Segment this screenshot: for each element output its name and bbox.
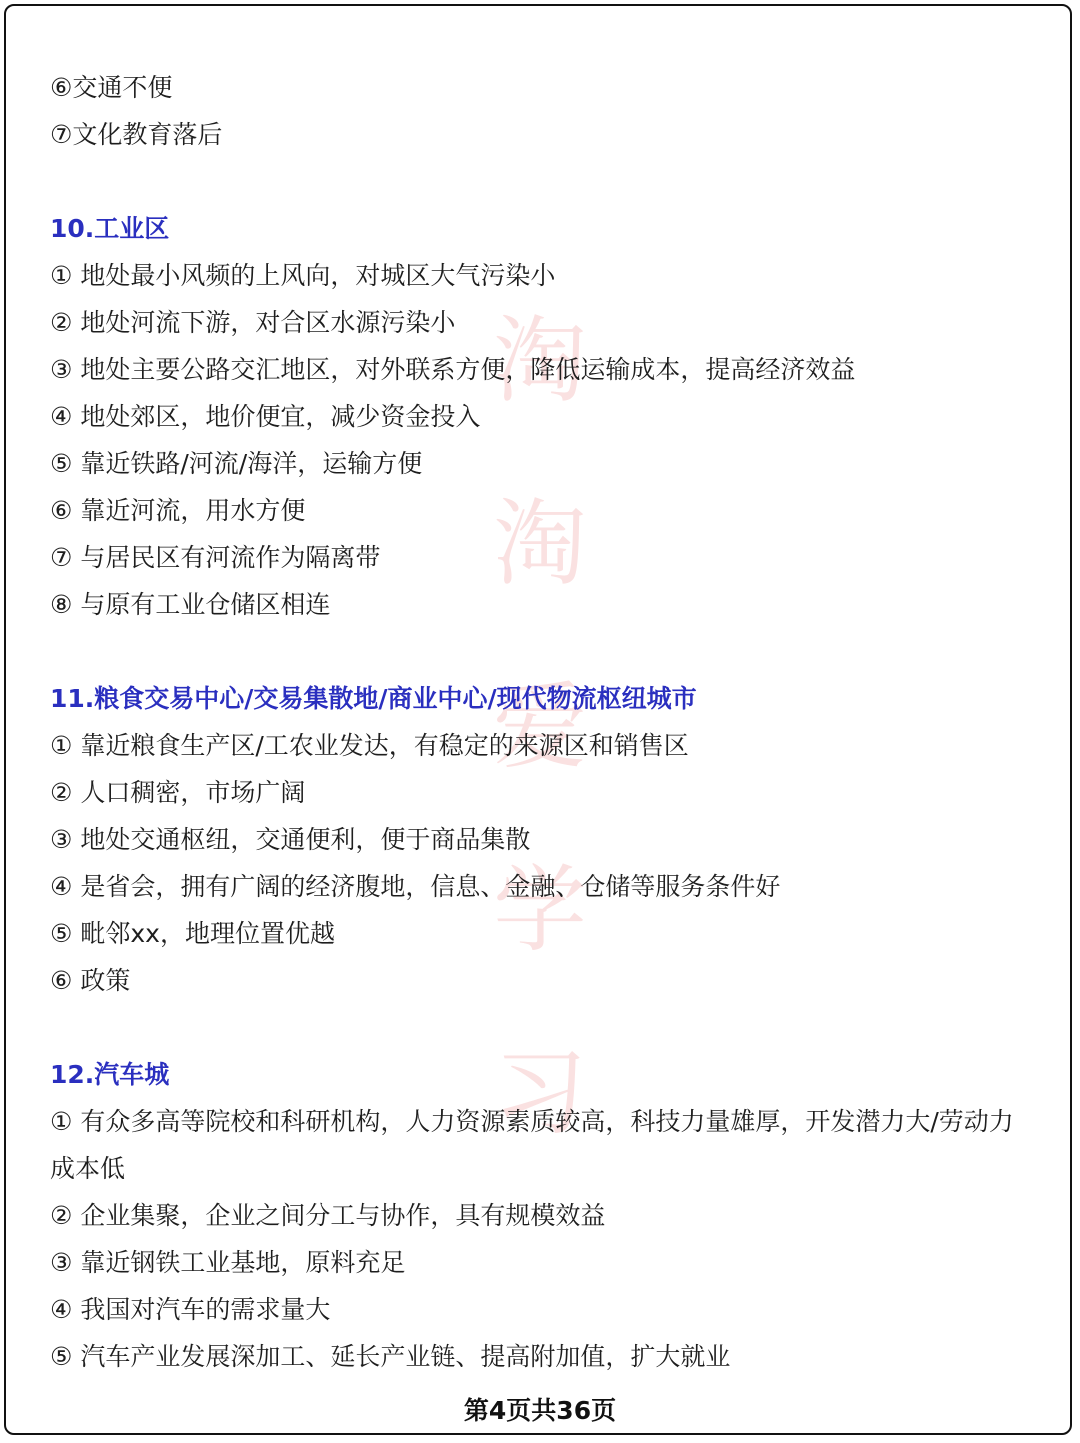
- list-item: ① 有众多高等院校和科研机构，人力资源素质较高，科技力量雄厚，开发潜力大/劳动力成本低: [50, 1107, 1014, 1183]
- list-item: ⑥ 政策: [50, 966, 131, 995]
- list-item: ① 地处最小风频的上风向，对城区大气污染小: [50, 261, 556, 290]
- watermark-char: 淘: [492, 307, 587, 416]
- list-item: ④ 我国对汽车的需求量大: [50, 1295, 331, 1324]
- watermark-char: 淘: [492, 490, 587, 599]
- section-heading-trade-center: 11.粮食交易中心/交易集散地/商业中心/现代物流枢纽城市: [50, 684, 697, 713]
- list-item: ⑥交通不便: [50, 73, 173, 102]
- list-item: ⑦ 与居民区有河流作为隔离带: [50, 543, 381, 572]
- section-gap: [50, 1004, 1020, 1051]
- list-item: ③ 靠近钢铁工业基地，原料充足: [50, 1248, 406, 1277]
- list-item: ④ 是省会，拥有广阔的经济腹地，信息、金融、仓储等服务条件好: [50, 872, 781, 901]
- list-item: ① 靠近粮食生产区/工农业发达，有稳定的来源区和销售区: [50, 731, 689, 760]
- list-item: ⑤ 汽车产业发展深加工、延长产业链、提高附加值，扩大就业: [50, 1342, 731, 1371]
- list-item: ② 人口稠密，市场广阔: [50, 778, 306, 807]
- section-gap: [50, 158, 1020, 205]
- section-heading-industrial-zone: 10.工业区: [50, 214, 170, 243]
- list-item: ⑤ 靠近铁路/河流/海洋，运输方便: [50, 449, 423, 478]
- list-item: ⑥ 靠近河流，用水方便: [50, 496, 306, 525]
- list-item: ⑤ 毗邻xx，地理位置优越: [50, 919, 335, 948]
- watermark-char: 爱: [492, 673, 587, 782]
- watermark-char: 学: [492, 856, 587, 965]
- list-item: ② 地处河流下游，对合区水源污染小: [50, 308, 456, 337]
- section-gap: [50, 628, 1020, 675]
- document-body: [50, 64, 1020, 1380]
- list-item: ③ 地处主要公路交汇地区，对外联系方便，降低运输成本，提高经济效益: [50, 355, 856, 384]
- list-item: ⑧ 与原有工业仓储区相连: [50, 590, 331, 619]
- list-item: ⑦文化教育落后: [50, 120, 223, 149]
- list-item: ② 企业集聚，企业之间分工与协作，具有规模效益: [50, 1201, 606, 1230]
- section-heading-auto-city: 12.汽车城: [50, 1060, 170, 1089]
- list-item: ③ 地处交通枢纽，交通便利，便于商品集散: [50, 825, 531, 854]
- watermark-char: 习: [492, 1039, 587, 1148]
- page-number: 第4页共36页: [463, 1396, 617, 1425]
- list-item: ④ 地处郊区，地价便宜，减少资金投入: [50, 402, 481, 431]
